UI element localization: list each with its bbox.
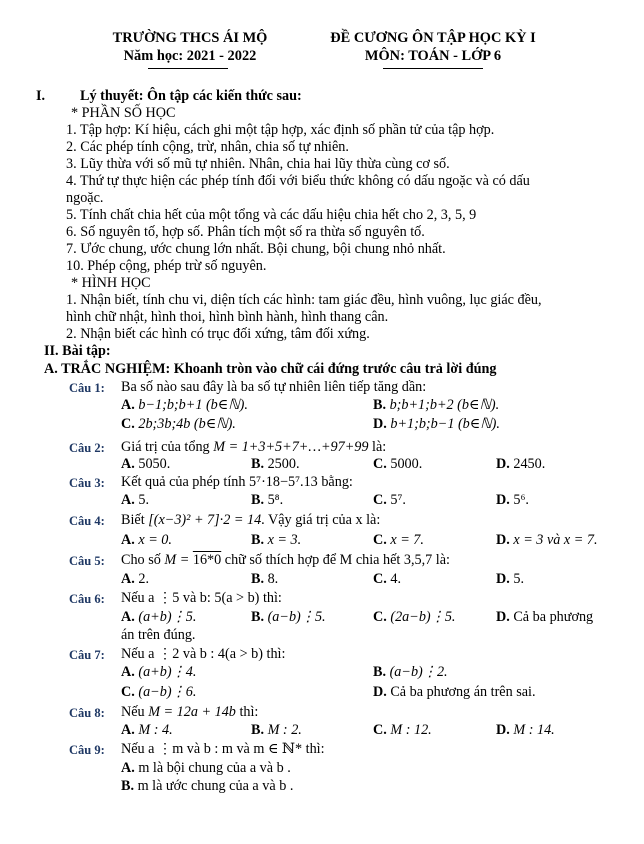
option-continuation: án trên đúng. <box>121 627 196 643</box>
question-label: Câu 6: <box>69 592 105 606</box>
question-label: Câu 2: <box>69 441 105 455</box>
option-d: D. b+1;b;b−1 (b∈ℕ). <box>373 416 500 432</box>
option-b: B. x = 3. <box>251 532 302 548</box>
part2-title: * HÌNH HỌC <box>71 275 151 291</box>
option-d: D. 5⁶. <box>496 492 529 508</box>
question-text: Nếu M = 12a + 14b thì: <box>121 704 259 720</box>
theory-item: 10. Phép cộng, phép trừ số nguyên. <box>66 258 267 274</box>
option-c: C. 5⁷. <box>373 492 406 508</box>
option-b: B. m là ước chung của a và b . <box>121 778 294 794</box>
option-d: D. Cả ba phương <box>496 609 594 625</box>
option-d: D. M : 14. <box>496 722 555 738</box>
option-c: C. 5000. <box>373 456 423 472</box>
option-c: C. (2a−b)⋮5. <box>373 609 456 625</box>
option-a: A. b−1;b;b+1 (b∈ℕ). <box>121 397 248 413</box>
question-text: Ba số nào sau đây là ba số tự nhiên liên tiếp tăng dần: <box>121 379 427 395</box>
roman-numeral-one: I. <box>36 88 46 104</box>
option-d: D. 5. <box>496 571 524 587</box>
question-text: Nếu a ⋮2 và b : 4(a > b) thì: <box>121 646 286 662</box>
option-a: A. 5. <box>121 492 149 508</box>
option-d: D. Cả ba phương án trên sai. <box>373 684 536 700</box>
option-c: C. x = 7. <box>373 532 424 548</box>
doc-title: ĐỀ CƯƠNG ÔN TẬP HỌC KỲ I <box>330 30 536 46</box>
question-label: Câu 8: <box>69 706 105 720</box>
question-label: Câu 5: <box>69 554 105 568</box>
subject-line: MÔN: TOÁN - LỚP 6 <box>364 48 502 64</box>
theory-item: 3. Lũy thừa với số mũ tự nhiên. Nhân, chia hai lũy thừa cùng cơ số. <box>66 156 450 172</box>
option-c: C. (a−b)⋮6. <box>121 684 197 700</box>
school-name: TRƯỜNG THCS ÁI MỘ <box>112 30 268 46</box>
question-text: Nếu a ⋮5 và b: 5(a > b) thì: <box>121 590 282 606</box>
option-a: A. 5050. <box>121 456 171 472</box>
option-a: A. M : 4. <box>121 722 173 738</box>
theory-item: 1. Tập hợp: Kí hiệu, cách ghi một tập hợp, xác định số phần tử của tập hợp. <box>66 122 495 138</box>
theory-item: ngoặc. <box>66 190 104 206</box>
header-left-underline <box>148 68 228 69</box>
theory-item: 1. Nhận biết, tính chu vi, diện tích các hình: tam giác đều, hình vuông, lục giác đều, <box>66 292 542 308</box>
option-b: B. (a−b)⋮5. <box>251 609 326 625</box>
option-d: D. x = 3 và x = 7. <box>496 532 598 548</box>
theory-heading: Lý thuyết: Ôn tập các kiến thức sau: <box>80 88 302 104</box>
question-label: Câu 7: <box>69 648 105 662</box>
option-a: A. m là bội chung của a và b . <box>121 760 291 776</box>
option-a: A. x = 0. <box>121 532 172 548</box>
option-c: C. 2b;3b;4b (b∈ℕ). <box>121 416 236 432</box>
question-label: Câu 3: <box>69 476 105 490</box>
theory-item: hình chữ nhật, hình thoi, hình bình hành, hình thang cân. <box>66 309 389 325</box>
header-right-underline <box>383 68 483 69</box>
question-label: Câu 9: <box>69 743 105 757</box>
exercises-heading: II. Bài tập: <box>44 343 111 359</box>
option-c: C. M : 12. <box>373 722 432 738</box>
option-d: D. 2450. <box>496 456 546 472</box>
theory-item: 5. Tính chất chia hết của một tổng và các dấu hiệu chia hết cho 2, 3, 5, 9 <box>66 207 477 223</box>
question-label: Câu 4: <box>69 514 105 528</box>
option-c: C. 4. <box>373 571 401 587</box>
question-text: Giá trị của tổng M = 1+3+5+7+…+97+99 là: <box>121 439 387 455</box>
option-a: A. (a+b)⋮4. <box>121 664 197 680</box>
option-b: B. b;b+1;b+2 (b∈ℕ). <box>373 397 500 413</box>
part1-title: * PHẦN SỐ HỌC <box>71 105 176 121</box>
option-a: A. (a+b)⋮5. <box>121 609 197 625</box>
theory-item: 7. Ước chung, ước chung lớn nhất. Bội chung, bội chung nhỏ nhất. <box>66 241 446 257</box>
option-a: A. 2. <box>121 571 149 587</box>
question-text: Biết [(x−3)² + 7]·2 = 14. Vậy giá trị của x là: <box>121 512 381 528</box>
option-b: B. 2500. <box>251 456 300 472</box>
theory-item: 4. Thứ tự thực hiện các phép tính đối với biểu thức không có dấu ngoặc và có dấu <box>66 173 530 189</box>
question-text: Kết quả của phép tính 5⁷·18−5⁷.13 bằng: <box>121 474 353 490</box>
question-text: Nếu a ⋮m và b : m và m ∈ ℕ* thì: <box>121 741 325 757</box>
theory-item: 2. Các phép tính cộng, trừ, nhân, chia số tự nhiên. <box>66 139 349 155</box>
option-b: B. 8. <box>251 571 279 587</box>
theory-item: 6. Số nguyên tố, hợp số. Phân tích một số ra thừa số nguyên tố. <box>66 224 425 240</box>
section-a-heading: A. TRẮC NGHIỆM: Khoanh tròn vào chữ cái đứng trước câu trả lời đúng <box>44 361 497 377</box>
school-year: Năm học: 2021 - 2022 <box>123 48 257 64</box>
question-text: Cho số M = 16*0 chữ số thích hợp để M chia hết 3,5,7 là: <box>121 552 450 568</box>
theory-item: 2. Nhận biết các hình có trục đối xứng, tâm đối xứng. <box>66 326 370 342</box>
option-b: B. 5⁸. <box>251 492 284 508</box>
question-label: Câu 1: <box>69 381 105 395</box>
option-b: B. (a−b)⋮2. <box>373 664 448 680</box>
option-b: B. M : 2. <box>251 722 302 738</box>
